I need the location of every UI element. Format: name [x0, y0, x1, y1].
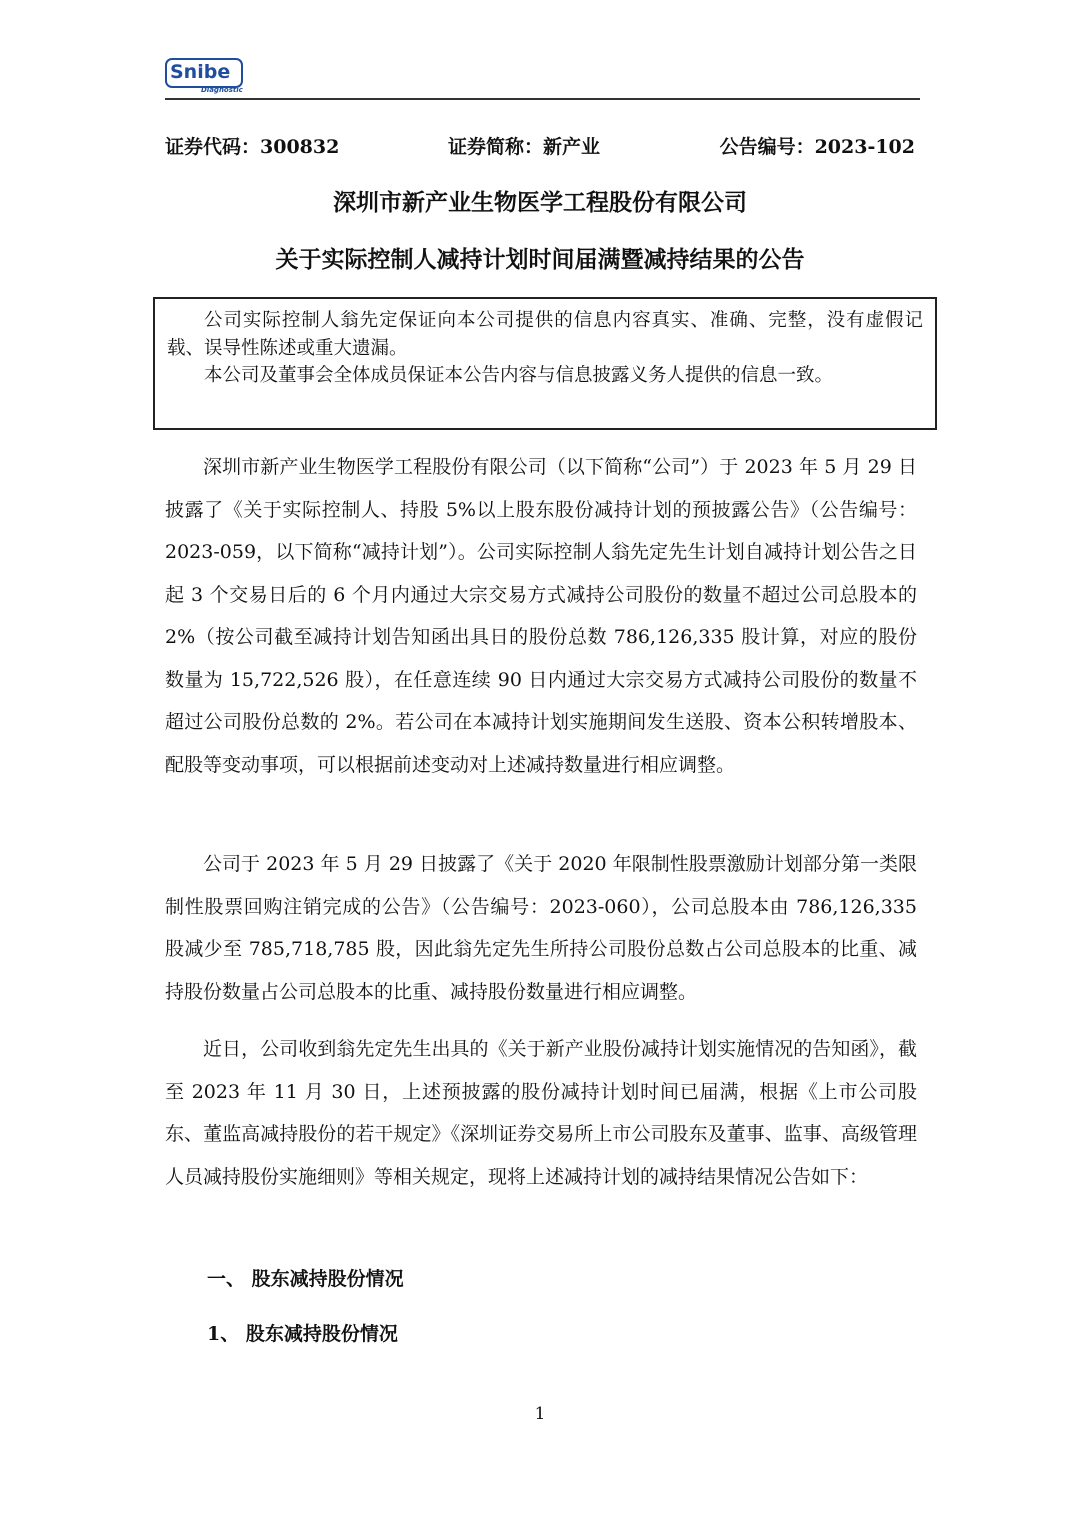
- section-heading-1: 一、 股东减持股份情况: [207, 1268, 404, 1290]
- body-paragraph-2: [165, 843, 917, 1013]
- announcement-meta: [165, 132, 915, 162]
- logo-subtext: Diagnostic: [201, 86, 243, 94]
- paragraph-text: 深圳市新产业生物医学工程股份有限公司（以下简称“公司”）于 2023 年 5 月 29 日披露了《关于实际控制人、持股 5%以上股东股份减持计划的预披露公告》（公告编号：2023-059，以下简称“减持计划”）。公司实际控制人翁先定先生计划自减持计划公告之日起 3 个交易日后的 6 个月内通过大宗交易方式减持公司股份的数量不超过公司总股本的 2%（按公司截至减持计划告知函出具日的股份总数 786,126,335 股计算，对应的股份数量为 15,722,526 股），在任意连续 90 日内通过大宗交易方式减持公司股份的数量不超过公司股份总数的 2%。若公司在本减持计划实施期间发生送股、资本公积转增股本、配股等变动事项，可以根据前述变动对上述减持数量进行相应调整。: [165, 456, 917, 776]
- announcement-number: 公告编号：2023-102: [719, 136, 915, 158]
- page-number: 1: [534, 1404, 546, 1424]
- logo-text: Snibe: [170, 61, 231, 83]
- header-divider: [165, 98, 920, 100]
- security-code: 证券代码：300832: [165, 136, 340, 158]
- security-short-name: 证券简称：新产业: [448, 136, 601, 158]
- announcement-title: 关于实际控制人减持计划时间届满暨减持结果的公告: [275, 246, 805, 273]
- subsection-heading-1: 1、 股东减持股份情况: [207, 1323, 398, 1345]
- disclaimer-statement-1: 公司实际控制人翁先定保证向本公司提供的信息内容真实、准确、完整，没有虚假记载、误导性陈述或重大遗漏。: [167, 310, 923, 359]
- paragraph-text: 近日，公司收到翁先定先生出具的《关于新产业股份减持计划实施情况的告知函》，截至 2023 年 11 月 30 日，上述预披露的股份减持计划时间已届满，根据《上市公司股东、董监高减持股份的若干规定》《深圳证券交易所上市公司股东及董事、监事、高级管理人员减持股份实施细则》等相关规定，现将上述减持计划的减持结果情况公告如下：: [165, 1038, 917, 1188]
- disclaimer-box: [153, 297, 937, 430]
- company-title: 深圳市新产业生物医学工程股份有限公司: [333, 189, 747, 216]
- body-paragraph-3: [165, 1028, 917, 1198]
- body-paragraph-1: [165, 446, 917, 786]
- company-logo: [165, 58, 245, 94]
- disclaimer-statement-2: 本公司及董事会全体成员保证本公告内容与信息披露义务人提供的信息一致。: [204, 365, 834, 386]
- paragraph-text: 公司于 2023 年 5 月 29 日披露了《关于 2020 年限制性股票激励计划部分第一类限制性股票回购注销完成的公告》（公告编号：2023-060），公司总股本由 786,126,335 股减少至 785,718,785 股，因此翁先定先生所持公司股份总数占公司总股本的比重、减持股份数量占公司总股本的比重、减持股份数量进行相应调整。: [165, 853, 917, 1003]
